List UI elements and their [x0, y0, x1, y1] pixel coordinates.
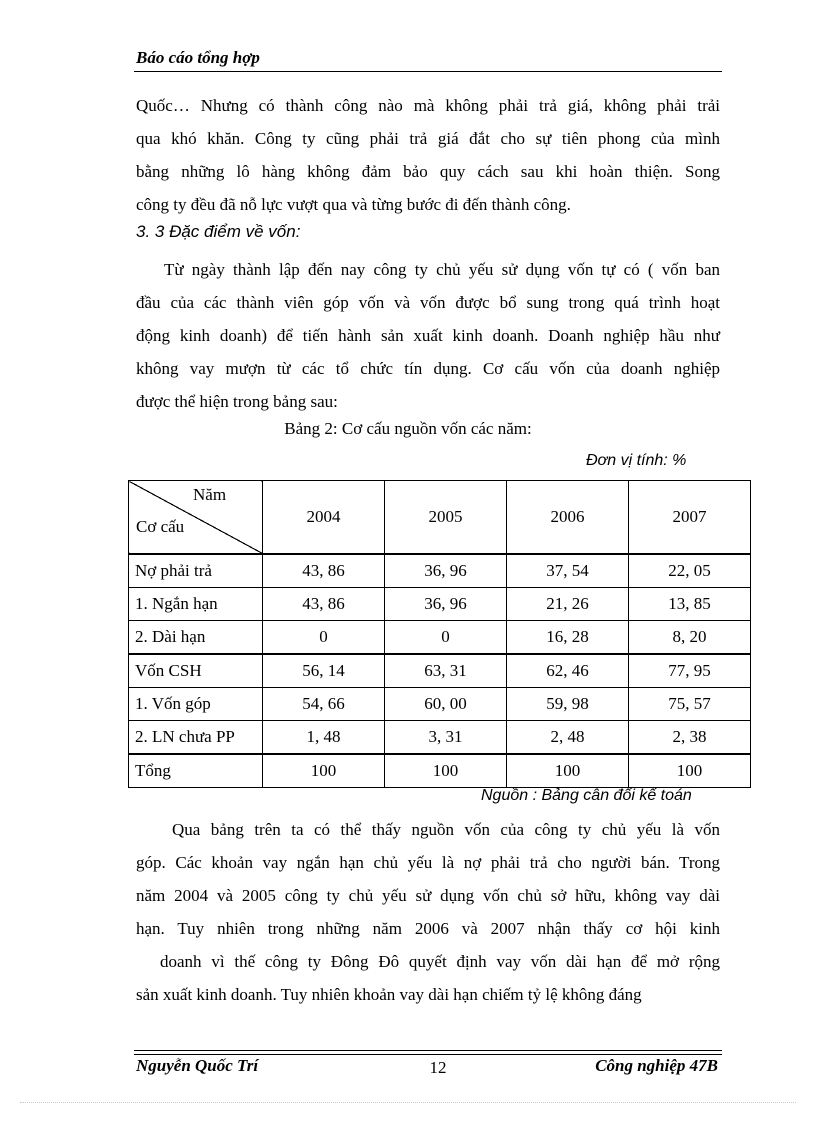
table-cell: 75, 57 — [629, 688, 751, 721]
row-label: Tổng — [129, 754, 263, 788]
table-cell: 56, 14 — [263, 654, 385, 688]
table-cell: 60, 00 — [385, 688, 507, 721]
table-cell: 100 — [385, 754, 507, 788]
table-cell: 100 — [263, 754, 385, 788]
table-row — [129, 654, 751, 688]
table-cell: 77, 95 — [629, 654, 751, 688]
analysis-paragraph — [136, 813, 720, 1011]
table-cell: 2, 48 — [507, 721, 629, 755]
paragraph-line: hạn. Tuy nhiên trong những năm 2006 và 2007 nhận thấy cơ hội kinh — [136, 919, 720, 938]
table-cell: 8, 20 — [629, 621, 751, 655]
table-row — [129, 688, 751, 721]
paragraph-line: sản xuất kinh doanh. Tuy nhiên khoản vay dài hạn chiếm tỷ lệ không đáng — [136, 985, 642, 1004]
table-cell: 59, 98 — [507, 688, 629, 721]
table-cell: 13, 85 — [629, 588, 751, 621]
header-divider — [134, 71, 722, 72]
table-source: Nguồn : Bảng cân đối kế toán — [481, 787, 692, 804]
table-cell: 0 — [263, 621, 385, 655]
corner-year-label: Năm — [193, 485, 227, 504]
row-label: Vốn CSH — [129, 654, 263, 688]
section-heading: 3. 3 Đặc điểm về vốn: — [136, 222, 301, 241]
table-cell: 62, 46 — [507, 654, 629, 688]
row-label: Nợ phải trả — [129, 554, 263, 588]
row-label: 2. Dài hạn — [129, 621, 263, 655]
paragraph-line: Quốc… Nhưng có thành công nào mà không phải trả giá, không phải trải — [136, 96, 720, 115]
table-header-row — [129, 481, 751, 555]
intro-paragraph — [136, 89, 720, 221]
table-corner-cell — [129, 481, 263, 555]
paragraph-line: công ty đều đã nỗ lực vượt qua và từng bước đi đến thành công. — [136, 195, 571, 214]
table-cell: 63, 31 — [385, 654, 507, 688]
capital-structure-table — [128, 480, 751, 788]
table-row — [129, 554, 751, 588]
table-cell: 1, 48 — [263, 721, 385, 755]
table-total-row — [129, 754, 751, 788]
paragraph-line: qua khó khăn. Công ty cũng phải trả giá đắt cho sự tiên phong của mình — [136, 129, 720, 148]
footer-divider — [134, 1050, 722, 1055]
table-caption: Bảng 2: Cơ cấu nguồn vốn các năm: — [284, 419, 532, 438]
table-cell: 3, 31 — [385, 721, 507, 755]
row-label: 1. Vốn góp — [129, 688, 263, 721]
column-header: 2007 — [629, 481, 751, 555]
paragraph-line: động kinh doanh) để tiến hành sản xuất kinh doanh. Doanh nghiệp hầu như — [136, 326, 720, 345]
column-header: 2006 — [507, 481, 629, 555]
row-label: 2. LN chưa PP — [129, 721, 263, 755]
table-cell: 43, 86 — [263, 554, 385, 588]
capital-paragraph — [136, 253, 720, 418]
header-title: Báo cáo tổng hợp — [136, 48, 260, 67]
table-cell: 16, 28 — [507, 621, 629, 655]
paragraph-line: được thể hiện trong bảng sau: — [136, 392, 338, 411]
table-cell: 36, 96 — [385, 588, 507, 621]
table-row — [129, 621, 751, 655]
table-cell: 100 — [507, 754, 629, 788]
paragraph-line: đầu của các thành viên góp vốn và vốn được bổ sung trong quá trình hoạt — [136, 293, 720, 312]
column-header: 2005 — [385, 481, 507, 555]
page-number: 12 — [429, 1058, 447, 1077]
table-cell: 2, 38 — [629, 721, 751, 755]
paragraph-line: góp. Các khoản vay ngắn hạn chủ yếu là nợ phải trả cho người bán. Trong — [136, 853, 720, 872]
table-cell: 54, 66 — [263, 688, 385, 721]
table-row — [129, 588, 751, 621]
paragraph-line: Từ ngày thành lập đến nay công ty chủ yếu sử dụng vốn tự có ( vốn ban — [164, 260, 720, 279]
row-label: 1. Ngắn hạn — [129, 588, 263, 621]
paragraph-line: bằng những lô hàng không đảm bảo quy cách sau khi hoàn thiện. Song — [136, 162, 720, 181]
table-cell: 43, 86 — [263, 588, 385, 621]
paragraph-line: doanh vì thế công ty Đông Đô quyết định vay vốn dài hạn để mở rộng — [160, 952, 720, 971]
table-cell: 22, 05 — [629, 554, 751, 588]
table-cell: 36, 96 — [385, 554, 507, 588]
page-bottom-dotted-edge — [20, 1102, 796, 1103]
table-row — [129, 721, 751, 755]
table-cell: 21, 26 — [507, 588, 629, 621]
paragraph-line: năm 2004 và 2005 công ty chủ yếu sử dụng vốn chủ sở hữu, không vay dài — [136, 886, 720, 905]
footer-class: Công nghiệp 47B — [595, 1056, 718, 1075]
table-cell: 0 — [385, 621, 507, 655]
table-cell: 100 — [629, 754, 751, 788]
column-header: 2004 — [263, 481, 385, 555]
corner-structure-label: Cơ cấu — [136, 517, 185, 536]
paragraph-line: Qua bảng trên ta có thể thấy nguồn vốn của công ty chủ yếu là vốn — [172, 820, 720, 839]
table-unit: Đơn vị tính: % — [586, 452, 687, 469]
table-cell: 37, 54 — [507, 554, 629, 588]
footer-author: Nguyễn Quốc Trí — [136, 1056, 259, 1075]
paragraph-line: không vay mượn từ các tổ chức tín dụng. Cơ cấu vốn của doanh nghiệp — [136, 359, 720, 378]
